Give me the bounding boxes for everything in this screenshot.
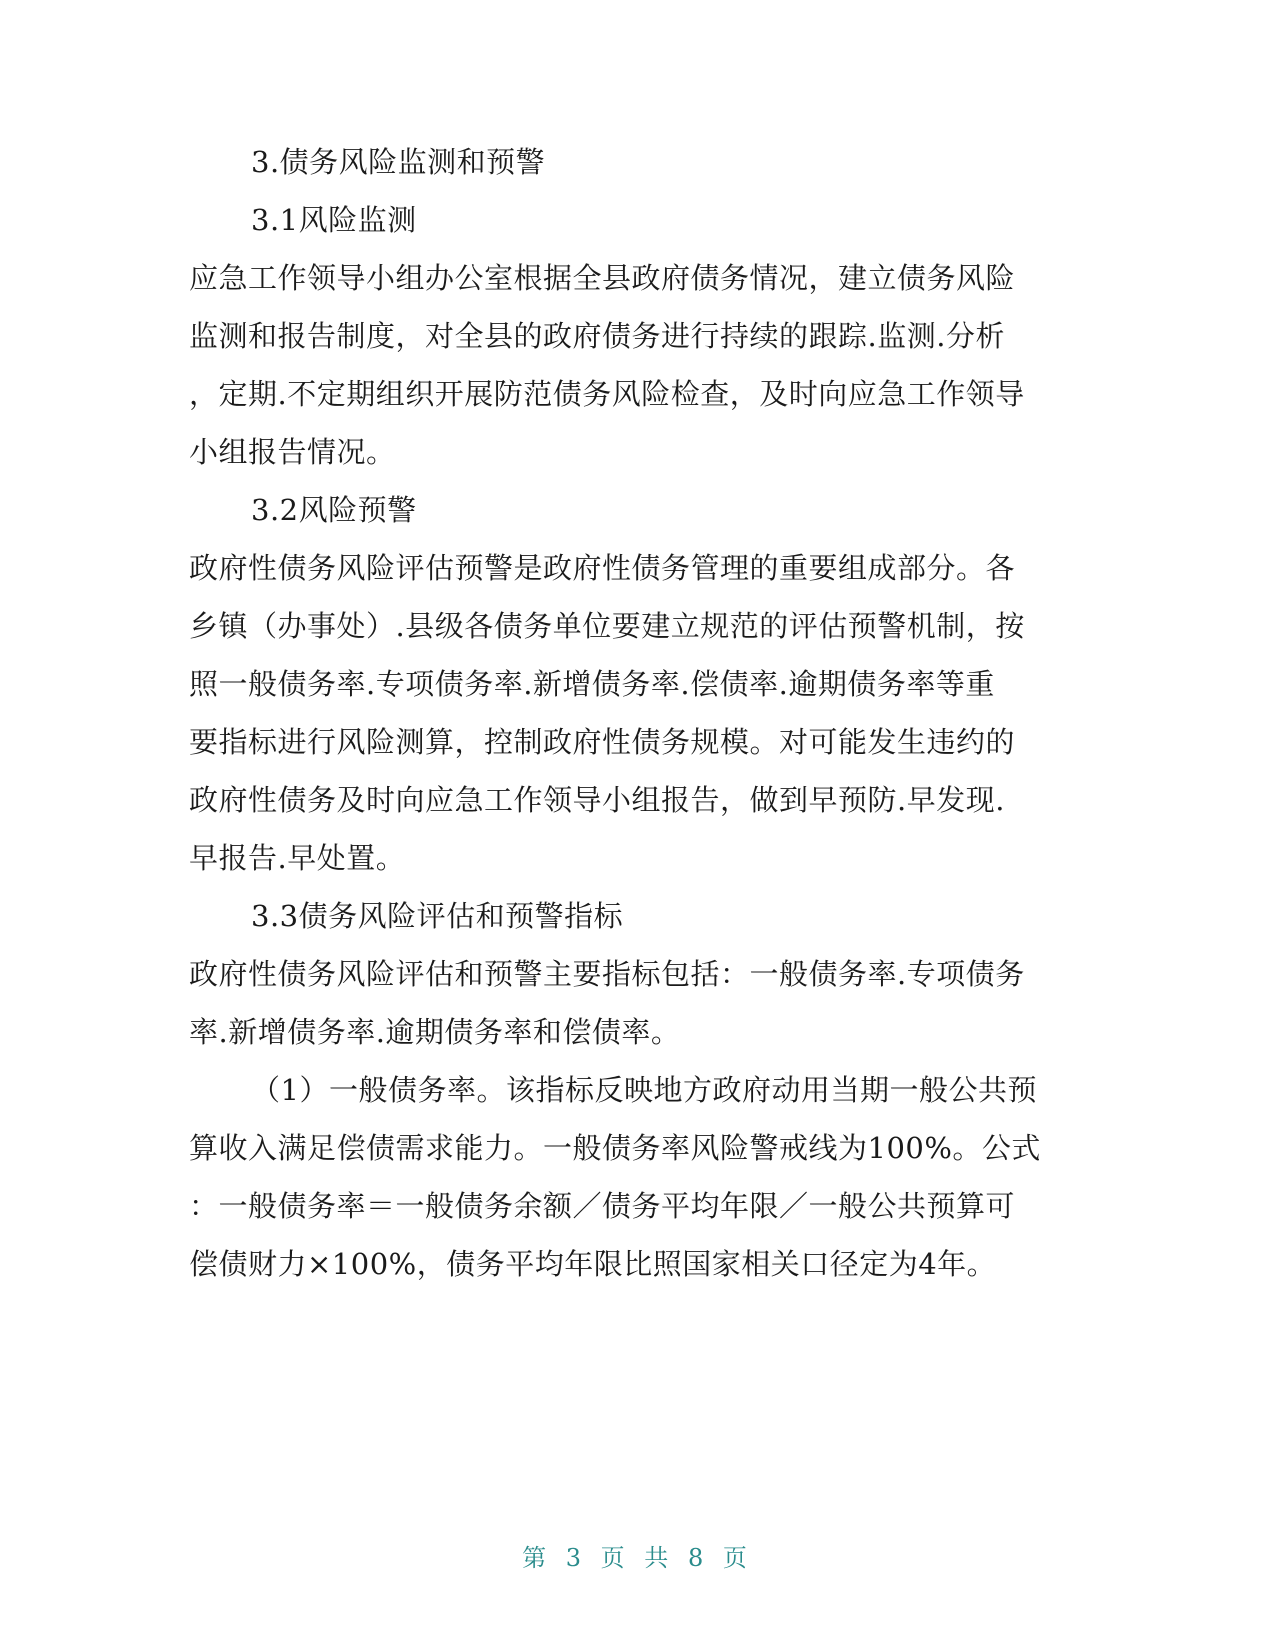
paragraph-line: ：一般债务率＝一般债务余额／债务平均年限／一般公共预算可 xyxy=(189,1189,1016,1223)
subsection-heading: 3.1风险监测 xyxy=(251,203,417,237)
paragraph-line: ，定期.不定期组织开展防范债务风险检查，及时向应急工作领导 xyxy=(189,377,1025,411)
paragraph-line: 要指标进行风险测算，控制政府性债务规模。对可能发生违约的 xyxy=(189,725,1016,759)
paragraph-line: 小组报告情况。 xyxy=(189,435,396,469)
paragraph-line: 应急工作领导小组办公室根据全县政府债务情况，建立债务风险 xyxy=(189,261,1016,295)
paragraph-line: 政府性债务风险评估和预警主要指标包括：一般债务率.专项债务 xyxy=(189,957,1025,991)
paragraph-line: 乡镇（办事处）.县级各债务单位要建立规范的评估预警机制，按 xyxy=(189,609,1025,643)
paragraph-line: 早报告.早处置。 xyxy=(189,841,406,875)
paragraph-line: 率.新增债务率.逾期债务率和偿债率。 xyxy=(189,1015,681,1049)
paragraph-line: 算收入满足偿债需求能力。一般债务率风险警戒线为100%。公式 xyxy=(189,1131,1041,1165)
paragraph-line: 照一般债务率.专项债务率.新增债务率.偿债率.逾期债务率等重 xyxy=(189,667,995,701)
paragraph-line: 偿债财力×100%，债务平均年限比照国家相关口径定为4年。 xyxy=(189,1247,997,1281)
subsection-heading: 3.2风险预警 xyxy=(251,493,417,527)
paragraph-line: 政府性债务及时向应急工作领导小组报告，做到早预防.早发现. xyxy=(189,783,1005,817)
paragraph-line: （1）一般债务率。该指标反映地方政府动用当期一般公共预 xyxy=(251,1073,1037,1107)
section-heading: 3.债务风险监测和预警 xyxy=(251,145,546,179)
page-number-footer: 第 3 页 共 8 页 xyxy=(522,1544,753,1572)
paragraph-line: 政府性债务风险评估预警是政府性债务管理的重要组成部分。各 xyxy=(189,551,1016,585)
paragraph-line: 监测和报告制度，对全县的政府债务进行持续的跟踪.监测.分析 xyxy=(189,319,1005,353)
subsection-heading: 3.3债务风险评估和预警指标 xyxy=(251,899,624,933)
